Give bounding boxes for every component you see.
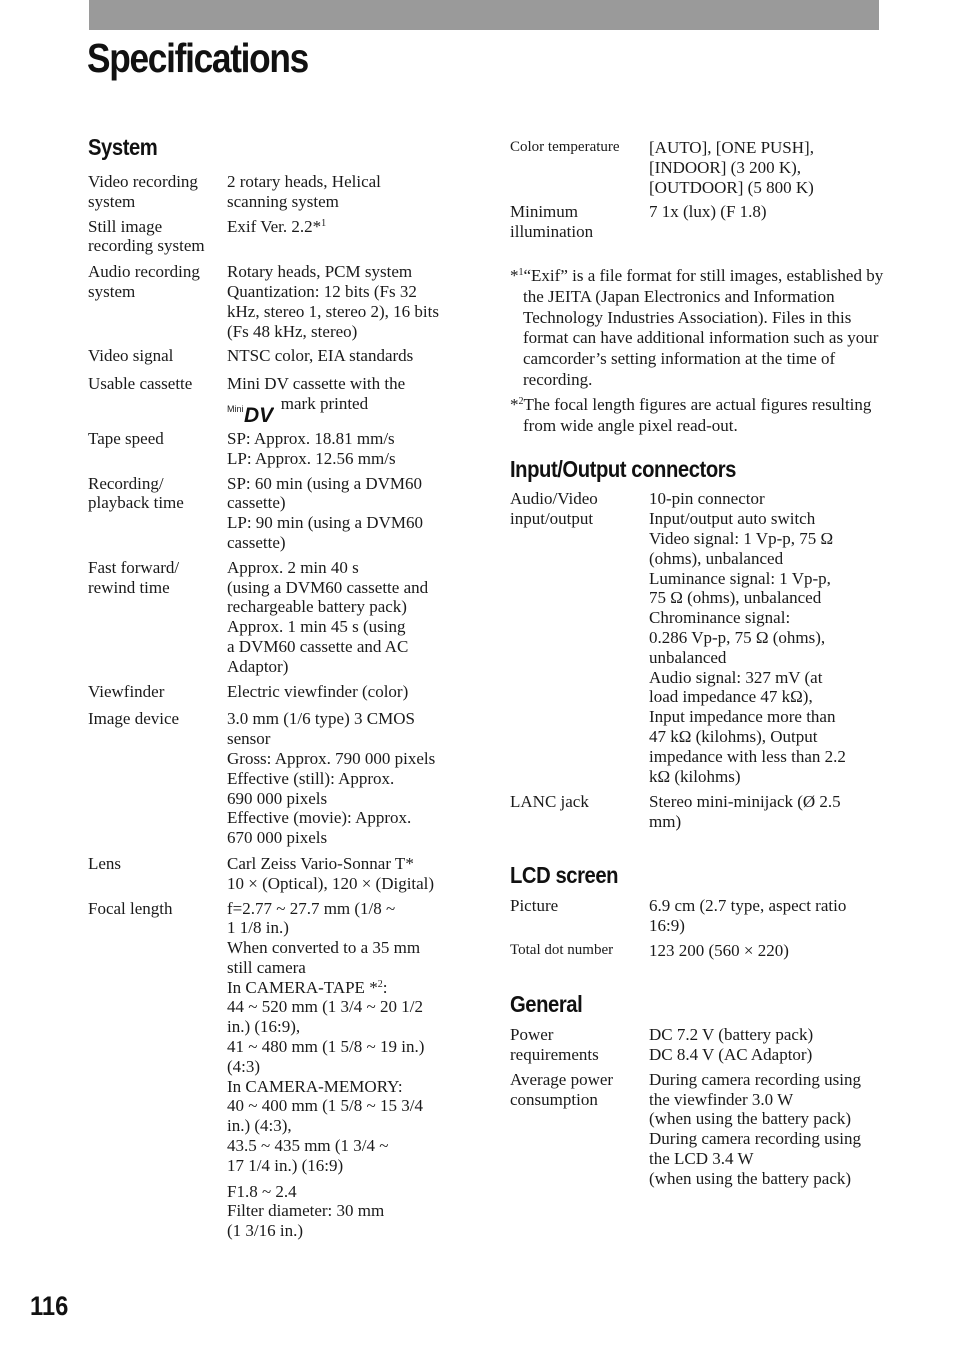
footnote-number: 1 xyxy=(518,266,524,278)
footnote-mark: * xyxy=(510,394,519,414)
dv-logo-icon xyxy=(244,404,274,424)
spec-label: Audio/Video input/output xyxy=(510,489,598,529)
spec-value: F1.8 ~ 2.4 Filter diameter: 30 mm (1 3/16 in.) xyxy=(227,1181,385,1241)
footnote-ref: 2 xyxy=(377,978,383,990)
page-title: Specifications xyxy=(87,35,309,81)
footnote-text: The focal length figures are actual figures resulting from wide angle pixel read-out. xyxy=(523,394,872,435)
section-heading-input-output: Input/Output connectors xyxy=(510,456,736,483)
minidv-logo-mini: Mini xyxy=(227,403,244,414)
spec-value: SP: Approx. 18.81 mm/s LP: Approx. 12.56 mm/s xyxy=(227,428,396,468)
spec-value: SP: 60 min (using a DVM60 cassette) LP: 90 min (using a DVM60 cassette) xyxy=(227,473,423,552)
spec-row xyxy=(88,474,468,553)
spec-label xyxy=(88,1182,227,1241)
minidv-logo xyxy=(227,404,274,424)
footnote xyxy=(510,395,888,437)
spec-label: Fast forward/ rewind time xyxy=(88,557,180,597)
spec-label: Image device xyxy=(88,709,180,729)
spec-value: During camera recording using the viewfinder 3.0 W (when using the battery pack) During camera recording using the LCD 3.4 W (when using the battery pack) xyxy=(649,1069,861,1188)
header-bar xyxy=(89,0,879,30)
spec-value: [AUTO], [ONE PUSH], [INDOOR] (3 200 K), [OUTDOOR] (5 800 K) xyxy=(649,138,814,197)
spec-label: Audio recording system xyxy=(88,262,200,301)
spec-row xyxy=(88,217,468,257)
spec-value: Stereo mini-minijack (Ø 2.5 mm) xyxy=(649,792,841,832)
spec-row xyxy=(88,558,468,677)
spec-row xyxy=(88,899,468,1176)
section-heading-lcd-screen: LCD screen xyxy=(510,861,619,888)
spec-row xyxy=(88,172,468,212)
spec-row xyxy=(510,941,888,961)
spec-label: Lens xyxy=(88,853,122,873)
spec-row xyxy=(510,792,888,832)
spec-row xyxy=(88,346,468,366)
left-column xyxy=(88,132,468,1241)
spec-label: Still image recording system xyxy=(88,216,205,256)
page-number: 116 xyxy=(30,1291,69,1321)
dv-logo-text: DV xyxy=(243,403,273,424)
spec-value: Approx. 2 min 40 s (using a DVM60 cassette and rechargeable battery pack) Approx. 1 min 45 s (using a DVM60 cassette and AC Adaptor) xyxy=(227,557,429,676)
right-column xyxy=(510,138,888,1189)
spec-value: 6.9 cm (2.7 type, aspect ratio 16:9) xyxy=(649,895,847,935)
spec-value-text: mark printed xyxy=(276,393,369,413)
spec-row xyxy=(510,896,888,936)
spec-row xyxy=(88,429,468,469)
spec-row xyxy=(88,854,468,894)
spec-row xyxy=(88,682,468,702)
spec-value xyxy=(227,899,468,1176)
spec-value: 10-pin connector Input/output auto switch Video signal: 1 Vp-p, 75 Ω (ohms), unbalanced Luminance signal: 1 Vp-p, 75 Ω (ohms), unbalanced Chrominance signal: 0.286 Vp-p, 75 Ω (ohms), unbalanced Audio signal: 327 mV (at load impedance 47 kΩ), Input impedance more than 47 kΩ (kilohms), Output impedance with less than 2.2 kΩ (kilohms) xyxy=(649,489,846,786)
footnote-number: 2 xyxy=(518,395,524,407)
spec-label: Usable cassette xyxy=(88,374,193,394)
spec-label: LANC jack xyxy=(510,792,589,812)
spec-row xyxy=(88,374,468,424)
footnote-text: “Exif” is a file format for still images, established by the JEITA (Japan Electronics and Information Technology Industries Association). Files in this format can have additional information such as your camcorder’s setting information at the time of recording. xyxy=(523,265,884,389)
spec-value: Carl Zeiss Vario-Sonnar T* 10 × (Optical), 120 × (Digital) xyxy=(227,853,435,893)
spec-label: Video signal xyxy=(88,346,174,366)
spec-label: Video recording system xyxy=(88,172,198,211)
spec-value: 123 200 (560 × 220) xyxy=(649,940,789,960)
spec-label: Color temperature xyxy=(510,139,620,155)
spec-label: Picture xyxy=(510,895,559,915)
spec-label: Average power consumption xyxy=(510,1069,614,1109)
spec-value-text: f=2.77 ~ 27.7 mm (1/8 ~ 1 1/8 in.) When converted to a 35 mm still camera In CAMERA-TAPE * xyxy=(227,898,421,997)
spec-value: NTSC color, EIA standards xyxy=(227,346,414,366)
footnote-mark: * xyxy=(510,265,519,285)
spec-label: Total dot number xyxy=(510,941,614,958)
spec-label: Focal length xyxy=(88,898,173,918)
spec-value xyxy=(227,217,468,257)
spec-row xyxy=(510,489,888,786)
section-heading-general: General xyxy=(510,991,583,1018)
spec-label: Recording/ playback time xyxy=(88,473,184,513)
spec-label: Power requirements xyxy=(510,1025,599,1065)
footnote-ref: 1 xyxy=(321,217,327,229)
section-heading-system: System xyxy=(88,134,158,160)
spec-label: Minimum illumination xyxy=(510,202,594,242)
spec-value: DC 7.2 V (battery pack) DC 8.4 V (AC Adaptor) xyxy=(649,1025,814,1065)
spec-value-text: : 44 ~ 520 mm (1 3/4 ~ 20 1/2 in.) (16:9), 41 ~ 480 mm (1 5/8 ~ 19 in.) (4:3) In CAMERA-MEMORY: 40 ~ 400 mm (1 5/8 ~ 15 3/4 in.) (4:3), 43.5 ~ 435 mm (1 3/4 ~ 17 1/4 in.) (16:9) xyxy=(227,977,425,1175)
spec-label: Tape speed xyxy=(88,428,164,448)
spec-value: Electric viewfinder (color) xyxy=(227,681,409,701)
spec-value-text: Mini DV cassette with the xyxy=(227,374,406,394)
spec-value: 7 1x (lux) (F 1.8) xyxy=(649,202,767,222)
spec-row xyxy=(88,1182,468,1241)
spec-value-line xyxy=(227,394,468,424)
spec-value-text: Exif Ver. 2.2* xyxy=(227,216,322,236)
spec-row xyxy=(510,1070,888,1189)
spec-row xyxy=(88,262,468,341)
spec-value xyxy=(227,374,468,424)
spec-row xyxy=(510,202,888,242)
spec-label: Viewfinder xyxy=(88,681,165,701)
spec-value: Rotary heads, PCM system Quantization: 12 bits (Fs 32 kHz, stereo 1, stereo 2), 16 bits (Fs 48 kHz, stereo) xyxy=(227,262,439,341)
spec-row xyxy=(510,1025,888,1065)
spec-value: 3.0 mm (1/6 type) 3 CMOS sensor Gross: Approx. 790 000 pixels Effective (still): Approx. 690 000 pixels Effective (movie): Approx. 670 000 pixels xyxy=(227,709,436,848)
footnote xyxy=(510,266,888,391)
spec-row xyxy=(88,709,468,848)
spec-row xyxy=(510,138,888,197)
spec-value: 2 rotary heads, Helical scanning system xyxy=(227,172,381,211)
